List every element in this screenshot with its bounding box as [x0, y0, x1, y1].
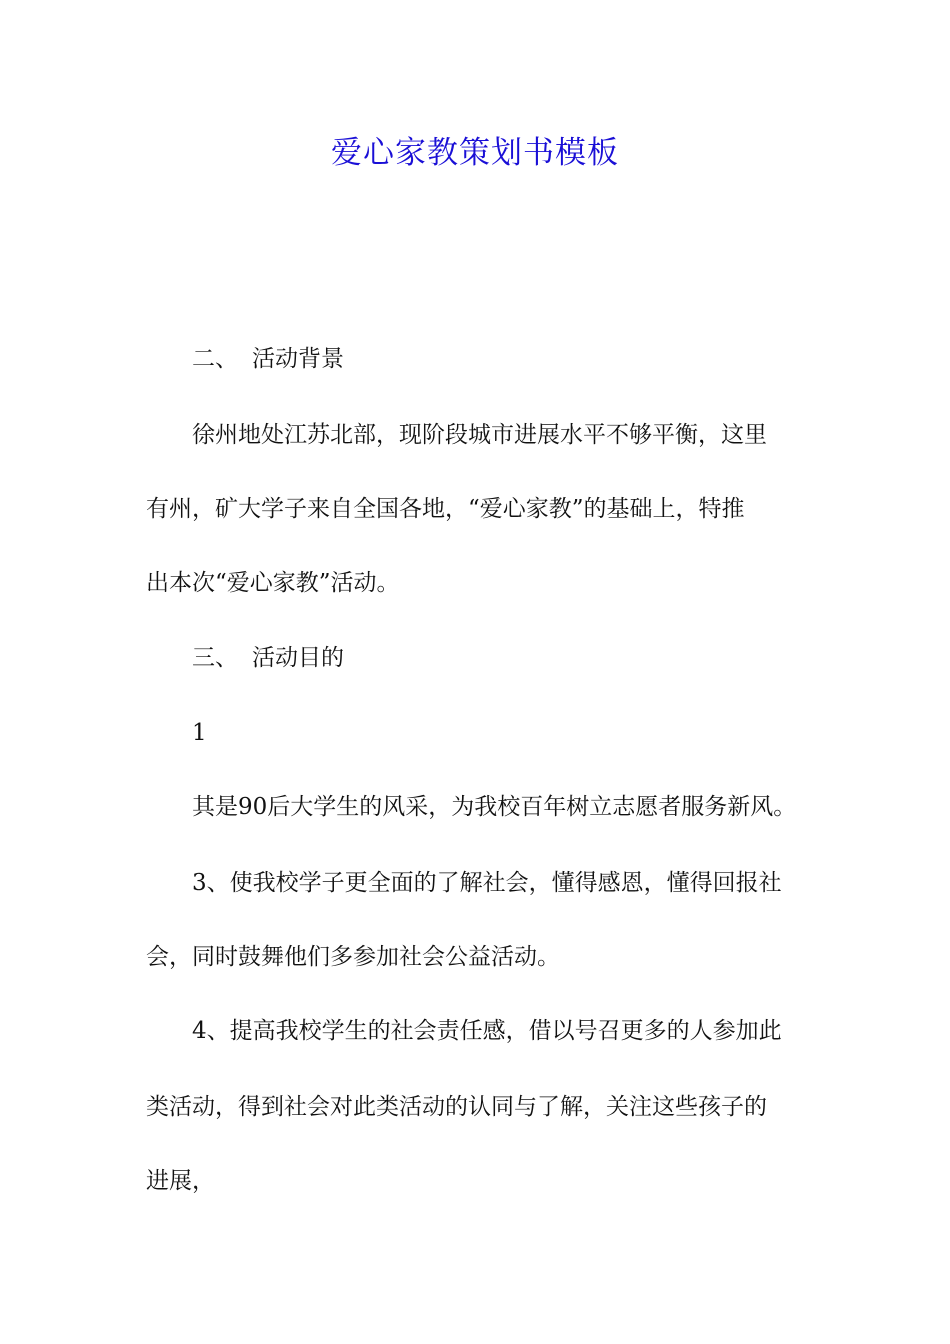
section-heading-text: 活动背景 — [252, 346, 344, 372]
paragraph-line: 出本次“爱心家教”活动。 — [146, 570, 400, 596]
list-item-number: 1 — [192, 720, 207, 746]
paragraph-line: 4、提高我校学生的社会责任感，借以号召更多的人参加此 — [192, 1018, 782, 1044]
paragraph-line: 进展， — [146, 1168, 215, 1194]
paragraph-line: 有州，矿大学子来自全国各地，“爱心家教”的基础上，特推 — [146, 496, 745, 522]
paragraph-line: 3、使我校学子更全面的了解社会，懂得感恩，懂得回报社 — [192, 870, 782, 896]
paragraph-line: 类活动，得到社会对此类活动的认同与了解，关注这些孩子的 — [146, 1094, 767, 1120]
paragraph-line: 徐州地处江苏北部，现阶段城市进展水平不够平衡，这里 — [192, 422, 767, 448]
section-heading-text: 活动目的 — [252, 645, 344, 671]
section-heading-purpose — [192, 640, 862, 676]
section-number: 二、 — [192, 346, 238, 372]
section-number: 三、 — [192, 645, 238, 671]
paragraph-line: 会，同时鼓舞他们多参加社会公益活动。 — [146, 944, 560, 970]
section-heading-background — [192, 341, 862, 377]
document-title: 爱心家教策划书模板 — [331, 135, 619, 171]
paragraph-line: 其是90后大学生的风采，为我校百年树立志愿者服务新风。 — [192, 794, 797, 820]
